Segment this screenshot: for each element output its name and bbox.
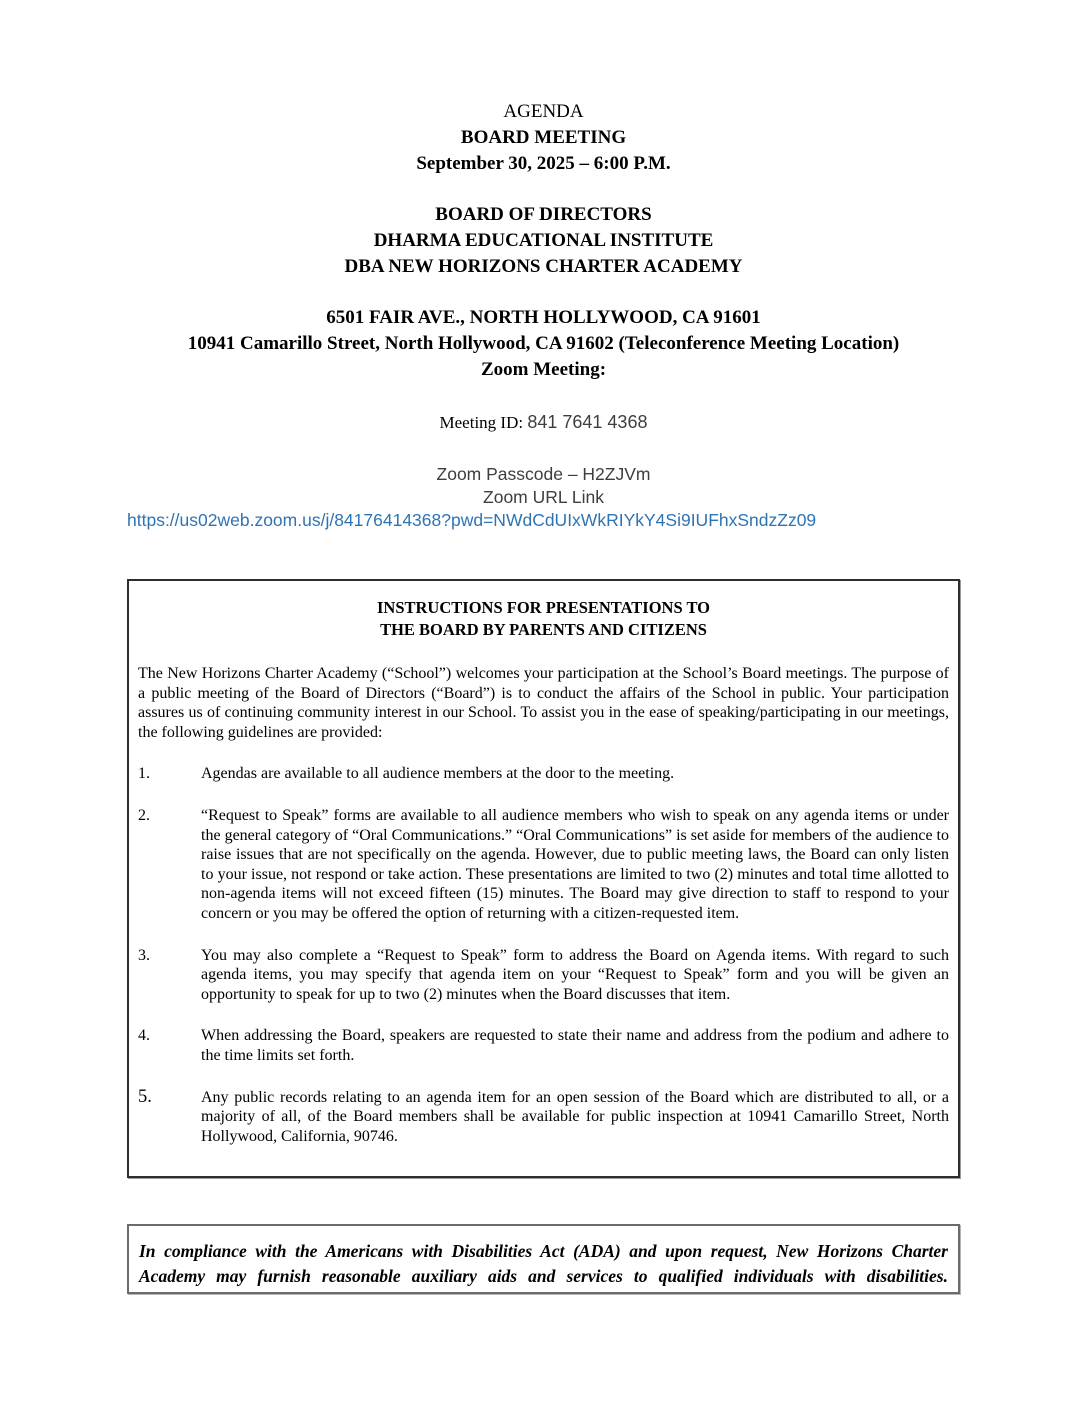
list-item-number: 3. <box>138 946 150 964</box>
list-item-text: You may also complete a “Request to Speak” form to address the Board on Agenda items. With regard to such agenda items, you may specify that agenda item on your “Request to Speak” form and you will be given an opportunity to speak for up to two (2) minutes when the Board discusses that item. <box>201 946 949 1003</box>
ada-compliance-box <box>127 1224 960 1294</box>
meeting-id-line <box>127 411 960 434</box>
zoom-access-block <box>127 463 960 532</box>
list-item-number: 1. <box>138 765 150 783</box>
list-item <box>138 1026 949 1065</box>
meeting-title: BOARD MEETING <box>460 127 627 148</box>
org-dba-line: DBA NEW HORIZONS CHARTER ACADEMY <box>344 256 743 277</box>
instructions-list <box>138 764 949 1146</box>
zoom-meeting-link[interactable]: https://us02web.zoom.us/j/84176414368?pwd=NWdCdUIxWkRIYkY4Si9IUFhxSndzZz09 <box>127 510 817 530</box>
zoom-url-label: Zoom URL Link <box>483 487 604 507</box>
meeting-id-label: Meeting ID: <box>439 413 524 432</box>
list-item-number: 4. <box>138 1027 150 1045</box>
doc-type-heading: AGENDA <box>503 101 584 122</box>
instructions-box <box>127 579 960 1178</box>
list-item-text: “Request to Speak” forms are available to all audience members who wish to speak on any agenda items or under the general category of “Oral Communications.” “Oral Communications” is set aside for members of the audience to raise issues that are not specifically on the agenda. However, due to public meeting laws, the Board can only listen to your issue, not respond or take action. These presentations are limited to two (2) minutes and total time allotted to non-agenda items will not exceed fifteen (15) minutes. The Board may give direction to staff to respond to your concern or you may be offered the option of returning with a citizen-requested item. <box>201 806 949 922</box>
list-item <box>138 764 949 784</box>
zoom-url-line <box>127 509 960 532</box>
meeting-datetime: September 30, 2025 – 6:00 P.M. <box>416 153 671 174</box>
list-item-text: Agendas are available to all audience members at the door to the meeting. <box>201 765 675 783</box>
organization-block <box>127 202 960 280</box>
ada-compliance-text: In compliance with the Americans with Disabilities Act (ADA) and upon request, New Horizons Charter Academy may furnish reasonable auxiliary aids and services to qualified individuals with disabilities. <box>139 1241 948 1287</box>
meeting-id-value: 841 7641 4368 <box>527 412 648 432</box>
list-item <box>138 1088 949 1147</box>
document-header <box>127 99 960 177</box>
instructions-intro-paragraph: The New Horizons Charter Academy (“School”) welcomes your participation at the School’s Board meetings. The purpose of a public meeting of the Board of Directors (“Board”) is to conduct the affairs of the School in public. Your participation assures us of continuing community interest in our School. To assist you in the ease of speaking/participating in our meetings, the following guidelines are provided: <box>138 665 949 741</box>
list-item <box>138 806 949 924</box>
list-item <box>138 946 949 1005</box>
list-item-text: Any public records relating to an agenda item for an open session of the Board which are distributed to all, or a majority of all, of the Board members shall be available for public inspection at 10941 Camarillo Street, North Hollywood, California, 90746. <box>201 1088 949 1145</box>
location-block <box>127 305 960 383</box>
list-item-text: When addressing the Board, speakers are requested to state their name and address from the podium and adhere to the time limits set forth. <box>201 1027 949 1064</box>
zoom-passcode-line: Zoom Passcode – H2ZJVm <box>436 464 651 484</box>
instructions-title-line-1: INSTRUCTIONS FOR PRESENTATIONS TO <box>377 598 710 617</box>
location-address-1: 6501 FAIR AVE., NORTH HOLLYWOOD, CA 91601 <box>326 307 761 328</box>
location-address-2: 10941 Camarillo Street, North Hollywood, CA 91602 (Teleconference Meeting Location) <box>187 333 900 354</box>
list-item-number: 2. <box>138 806 150 824</box>
org-institute-line: DHARMA EDUCATIONAL INSTITUTE <box>373 230 714 251</box>
zoom-meeting-label: Zoom Meeting: <box>480 359 607 380</box>
org-board-line: BOARD OF DIRECTORS <box>435 204 652 225</box>
instructions-title-line-2: THE BOARD BY PARENTS AND CITIZENS <box>380 620 707 639</box>
list-item-number: 5. <box>138 1086 152 1107</box>
